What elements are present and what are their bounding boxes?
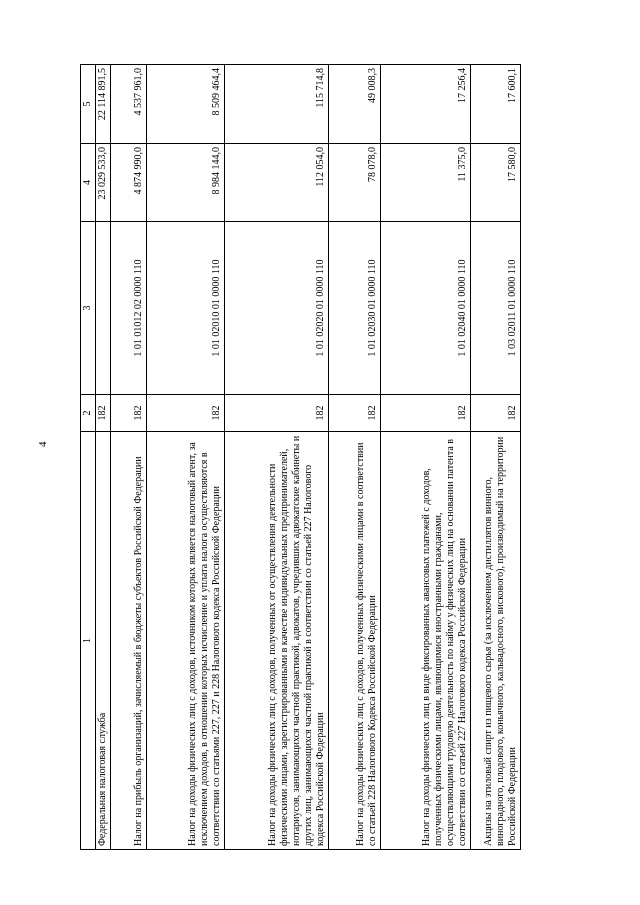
row-name: Налог на доходы физических лиц с доходов, полученных физическими лицами в соответствии со статьей 228 Налогового Кодекса Российской Федерации <box>329 432 381 850</box>
row-admin-code: 182 <box>471 395 521 432</box>
header-col-4: 4 <box>81 144 96 222</box>
header-col-5: 5 <box>81 65 96 144</box>
row-budget-code: 1 01 02030 01 0000 110 <box>329 222 381 395</box>
header-col-1: 1 <box>81 432 96 850</box>
rotated-table <box>80 65 518 850</box>
row-value-4: 4 874 990,0 <box>111 144 147 222</box>
row-budget-code <box>96 222 111 395</box>
row-value-5: 8 509 464,4 <box>147 65 225 144</box>
table-row <box>381 65 471 850</box>
row-budget-code: 1 01 02020 01 0000 110 <box>225 222 329 395</box>
row-value-4: 23 029 533,0 <box>96 144 111 222</box>
row-admin-code: 182 <box>225 395 329 432</box>
row-admin-code: 182 <box>381 395 471 432</box>
row-value-5: 17 256,4 <box>381 65 471 144</box>
row-budget-code: 1 01 02040 01 0000 110 <box>381 222 471 395</box>
row-value-4: 78 078,0 <box>329 144 381 222</box>
row-value-5: 115 714,8 <box>225 65 329 144</box>
row-value-5: 4 537 961,0 <box>111 65 147 144</box>
row-name: Налог на доходы физических лиц с доходов, источником которых является налоговый агент, за исключением доходов, в отношении которых исчисление и уплата налога осуществляются в соответствии со статьями 227, 227 и 228 Налогового кодекса Российской Федерации <box>147 432 225 850</box>
table-row <box>471 65 521 850</box>
row-name: Федеральная налоговая служба <box>96 432 111 850</box>
row-value-4: 17 580,0 <box>471 144 521 222</box>
row-budget-code: 1 03 02011 01 0000 110 <box>471 222 521 395</box>
table-row <box>96 65 111 850</box>
row-name: Налог на прибыль организаций, зачисляемый в бюджеты субъектов Российской Федерации <box>111 432 147 850</box>
row-budget-code: 1 01 01012 02 0000 110 <box>111 222 147 395</box>
row-admin-code: 182 <box>147 395 225 432</box>
page-number: 4 <box>37 441 49 447</box>
row-name: Акцизы на этиловый спирт из пищевого сырья (за исключением дистиллятов винного, виноградного, плодового, коньячного, кальвадосного, вискового), производимый на территории Российской Федерации <box>471 432 521 850</box>
row-budget-code: 1 01 02010 01 0000 110 <box>147 222 225 395</box>
row-name: Налог на доходы физических лиц с доходов, полученных от осуществления деятельности физическими лицами, зарегистрированными в качестве индивидуальных предпринимателей, нотариусов, занимающихся частной практикой, адвокатов, учредивших адвокатские кабинеты и других лиц, занимающихся частной практикой в соответствии со статьей 227 Налогового кодекса Российской Федерации <box>225 432 329 850</box>
header-col-3: 3 <box>81 222 96 395</box>
row-name: Налог на доходы физических лиц в виде фиксированных авансовых платежей с доходов, полученных физическими лицами, являющимися иностранными гражданами, осуществляющими трудовую деятельность по найму у физических лиц на основании патента в соответствии со статьей 227 Налогового кодекса Российской Федерации <box>381 432 471 850</box>
table-row <box>225 65 329 850</box>
row-admin-code: 182 <box>96 395 111 432</box>
row-value-5: 49 008,3 <box>329 65 381 144</box>
row-admin-code: 182 <box>329 395 381 432</box>
row-value-4: 112 054,0 <box>225 144 329 222</box>
header-col-2: 2 <box>81 395 96 432</box>
table-row <box>147 65 225 850</box>
row-value-5: 22 114 891,5 <box>96 65 111 144</box>
row-value-4: 11 375,0 <box>381 144 471 222</box>
header-row <box>81 65 96 850</box>
revenue-table <box>80 64 521 850</box>
rotated-table-container <box>80 65 518 850</box>
table-row <box>111 65 147 850</box>
table-row <box>329 65 381 850</box>
row-value-5: 17 600,1 <box>471 65 521 144</box>
row-admin-code: 182 <box>111 395 147 432</box>
row-value-4: 8 984 144,0 <box>147 144 225 222</box>
